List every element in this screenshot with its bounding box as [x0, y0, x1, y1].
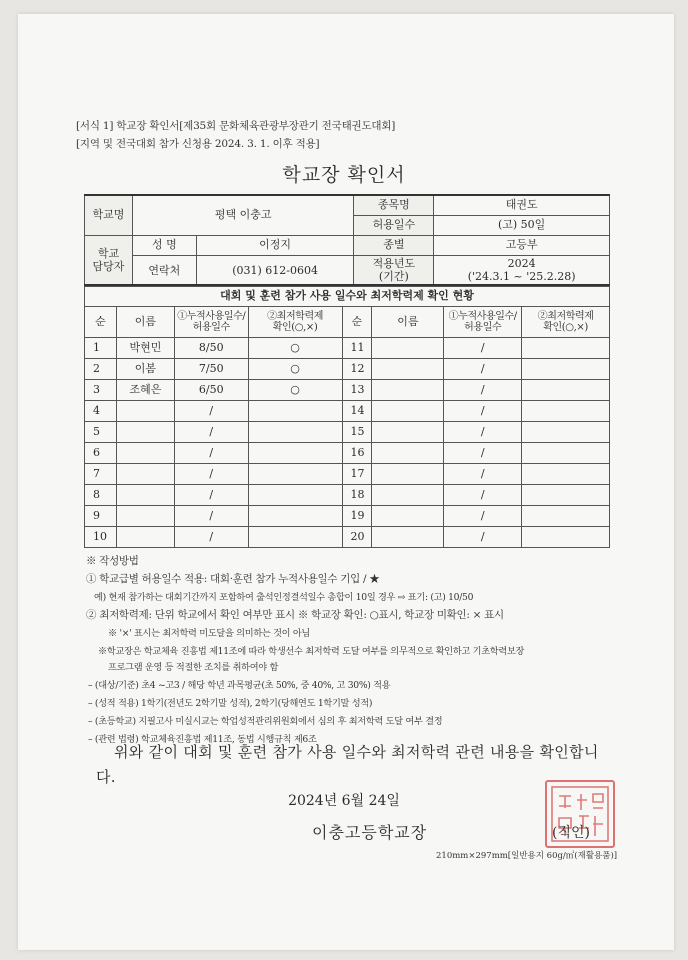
type-label: 종별 — [354, 236, 434, 256]
student-name: 조혜은 — [116, 380, 174, 401]
table-row — [85, 422, 610, 443]
row-number: 19 — [342, 506, 372, 527]
col-days-right — [444, 307, 522, 338]
issue-date: 2024년 6월 24일 — [288, 793, 400, 809]
student-name — [116, 485, 174, 506]
table-row — [85, 485, 610, 506]
document-title: 학교장 확인서 — [282, 164, 406, 186]
row-number: 9 — [85, 506, 117, 527]
table-row — [85, 464, 610, 485]
table-row — [85, 443, 610, 464]
academic-check — [522, 380, 610, 401]
contact-label-line-2: 담당자 — [92, 260, 125, 273]
days-used: / — [174, 485, 248, 506]
academic-check — [522, 401, 610, 422]
academic-check — [248, 506, 342, 527]
row-number: 17 — [342, 464, 372, 485]
student-name — [116, 422, 174, 443]
note-heading: ※ 작성방법 — [86, 555, 139, 567]
phone-value: (031) 612-0604 — [196, 256, 354, 287]
academic-check — [248, 422, 342, 443]
days-used: / — [174, 464, 248, 485]
row-number: 7 — [85, 464, 117, 485]
row-number: 20 — [342, 527, 372, 548]
col-check-right-line-1: ②최저학력제 — [537, 310, 594, 322]
event-value: 태권도 — [434, 195, 610, 216]
academic-check — [522, 422, 610, 443]
year-label-line-1: 적용년도 — [372, 257, 416, 271]
row-number: 10 — [85, 527, 117, 548]
days-used: / — [174, 443, 248, 464]
status-table-caption: 대회 및 훈련 참가 사용 일수와 최저학력제 확인 현황 — [85, 285, 610, 307]
row-number: 12 — [342, 359, 372, 380]
student-name — [372, 338, 444, 359]
academic-check — [248, 485, 342, 506]
col-check-left-line-1: ②최저학력제 — [267, 310, 324, 322]
event-label: 종목명 — [354, 195, 434, 216]
row-number: 14 — [342, 401, 372, 422]
row-number: 3 — [85, 380, 117, 401]
principal-name: 이충고등학교장 — [312, 823, 428, 842]
col-days-right-line-2: 허용일수 — [464, 322, 502, 333]
days-used: / — [174, 506, 248, 527]
row-number: 18 — [342, 485, 372, 506]
academic-check — [522, 506, 610, 527]
days-used: / — [444, 380, 522, 401]
phone-label: 연락처 — [132, 256, 196, 287]
col-name-right: 이름 — [372, 307, 444, 338]
school-name-label: 학교명 — [85, 195, 133, 236]
year-label — [354, 256, 434, 287]
note-example: 예) 현재 참가하는 대회기간까지 포함하여 출석인정결석일수 총합이 10일 경우 ⇨ 표기: (고) 10/50 — [94, 592, 474, 603]
col-check-right — [522, 307, 610, 338]
contact-label-line-1: 학교 — [97, 247, 120, 261]
days-used: / — [444, 527, 522, 548]
note-target: – (대상/기준) 초4 ~고3 / 해당 학년 과목평균(초 50%, 중 40%, 고 30%) 적용 — [88, 680, 391, 691]
student-name — [372, 401, 444, 422]
year-value-line-1: 2024 — [507, 257, 536, 271]
name-label: 성 명 — [132, 236, 196, 256]
note-grade-period: – (성적 적용) 1학기(전년도 2학기말 성적), 2학기(당해연도 1학기말 성적) — [88, 698, 373, 709]
row-number: 15 — [342, 422, 372, 443]
col-days-left-line-2: 허용일수 — [192, 322, 230, 333]
table-row — [85, 506, 610, 527]
academic-check — [522, 359, 610, 380]
student-name: 이봄 — [116, 359, 174, 380]
row-number: 1 — [85, 338, 117, 359]
year-label-line-2: (기간) — [378, 270, 409, 283]
note-x-mark: ※ '×' 표시는 최저학력 미도달을 의미하는 것이 아님 — [108, 628, 311, 639]
days-used: / — [444, 464, 522, 485]
row-number: 5 — [85, 422, 117, 443]
row-number: 13 — [342, 380, 372, 401]
academic-check — [248, 464, 342, 485]
col-check-left-line-2: 확인(○,×) — [272, 322, 318, 333]
academic-check — [248, 443, 342, 464]
row-number: 6 — [85, 443, 117, 464]
days-used: / — [444, 443, 522, 464]
col-days-left-line-1: ①누적사용일수/ — [177, 310, 246, 322]
student-name — [116, 464, 174, 485]
academic-check — [522, 338, 610, 359]
days-used: / — [444, 338, 522, 359]
note-elementary: – (초등학교) 지필고사 미실시교는 학업성적관리위원회에서 심의 후 최저학력 도달 여부 결정 — [88, 716, 443, 727]
contact-person-label — [85, 236, 133, 287]
days-used: 7/50 — [174, 359, 248, 380]
student-name — [372, 485, 444, 506]
days-used: / — [444, 506, 522, 527]
allowed-days-value: (고) 50일 — [434, 216, 610, 236]
school-info-table — [84, 194, 610, 287]
col-name-left: 이름 — [116, 307, 174, 338]
academic-check — [522, 485, 610, 506]
academic-check — [248, 401, 342, 422]
row-number: 8 — [85, 485, 117, 506]
school-name-value: 평택 이충고 — [132, 195, 354, 236]
form-header-line-1: [서식 1] 학교장 확인서[제35회 문화체육관광부장관기 전국태권도대회] — [76, 120, 396, 132]
col-check-left — [248, 307, 342, 338]
days-used: / — [444, 422, 522, 443]
days-used: 6/50 — [174, 380, 248, 401]
note-principal-duty-cont: 프로그램 운영 등 적절한 조치를 취하여야 함 — [108, 662, 279, 673]
student-name — [372, 422, 444, 443]
days-used: / — [174, 401, 248, 422]
paper-spec-footer: 210mm×297mm[일반용지 60g/㎡(재활용품)] — [436, 851, 618, 861]
type-value: 고등부 — [434, 236, 610, 256]
year-value-line-2: ('24.3.1 ~ '25.2.28) — [467, 270, 576, 283]
days-used: / — [444, 401, 522, 422]
academic-check: ○ — [248, 380, 342, 401]
confirmation-statement: 위와 같이 대회 및 훈련 참가 사용 일수와 최저학력 관련 내용을 확인합니다. — [96, 743, 599, 786]
academic-check — [248, 527, 342, 548]
row-number: 11 — [342, 338, 372, 359]
table-row — [85, 401, 610, 422]
student-name — [372, 380, 444, 401]
student-name — [116, 527, 174, 548]
academic-check: ○ — [248, 338, 342, 359]
participation-status-table — [84, 284, 610, 548]
academic-check — [522, 443, 610, 464]
col-no-left: 순 — [85, 307, 117, 338]
row-number: 16 — [342, 443, 372, 464]
table-row — [85, 338, 610, 359]
student-name — [116, 443, 174, 464]
days-used: / — [174, 422, 248, 443]
year-value — [434, 256, 610, 287]
days-used: / — [174, 527, 248, 548]
days-used: / — [444, 485, 522, 506]
form-header-line-2: [지역 및 전국대회 참가 신청용 2024. 3. 1. 이후 적용] — [76, 138, 320, 150]
student-name — [372, 359, 444, 380]
note-principal-duty: ※학교장은 학교체육 진흥법 제11조에 따라 학생선수 최저학력 도달 여부를 의무적으로 확인하고 기초학력보장 — [98, 646, 525, 657]
days-used: / — [444, 359, 522, 380]
table-row — [85, 359, 610, 380]
student-name — [116, 506, 174, 527]
row-number: 2 — [85, 359, 117, 380]
academic-check — [522, 464, 610, 485]
status-table-body — [85, 338, 610, 548]
days-used: 8/50 — [174, 338, 248, 359]
col-days-left — [174, 307, 248, 338]
student-name — [372, 527, 444, 548]
student-name — [116, 401, 174, 422]
row-number: 4 — [85, 401, 117, 422]
seal-label: (직인) — [552, 825, 590, 841]
student-name — [372, 464, 444, 485]
student-name — [372, 506, 444, 527]
allowed-days-label: 허용일수 — [354, 216, 434, 236]
note-item-1: ① 학교급별 허용일수 적용: 대회·훈련 참가 누적사용일수 기입 / ★ — [86, 573, 380, 585]
name-value: 이정지 — [196, 236, 354, 256]
note-item-2: ② 최저학력제: 단위 학교에서 확인 여부만 표시 ※ 학교장 확인: ○표시, 학교장 미확인: × 표시 — [86, 609, 504, 621]
col-days-right-line-1: ①누적사용일수/ — [448, 310, 517, 322]
table-row — [85, 527, 610, 548]
table-row — [85, 380, 610, 401]
col-no-right: 순 — [342, 307, 372, 338]
academic-check — [522, 527, 610, 548]
student-name — [372, 443, 444, 464]
academic-check: ○ — [248, 359, 342, 380]
student-name: 박현민 — [116, 338, 174, 359]
note-law: – (관련 법령) 학교체육진흥법 제11조, 동법 시행규칙 제6조 — [88, 734, 317, 745]
col-check-right-line-2: 확인(○,×) — [543, 322, 588, 333]
